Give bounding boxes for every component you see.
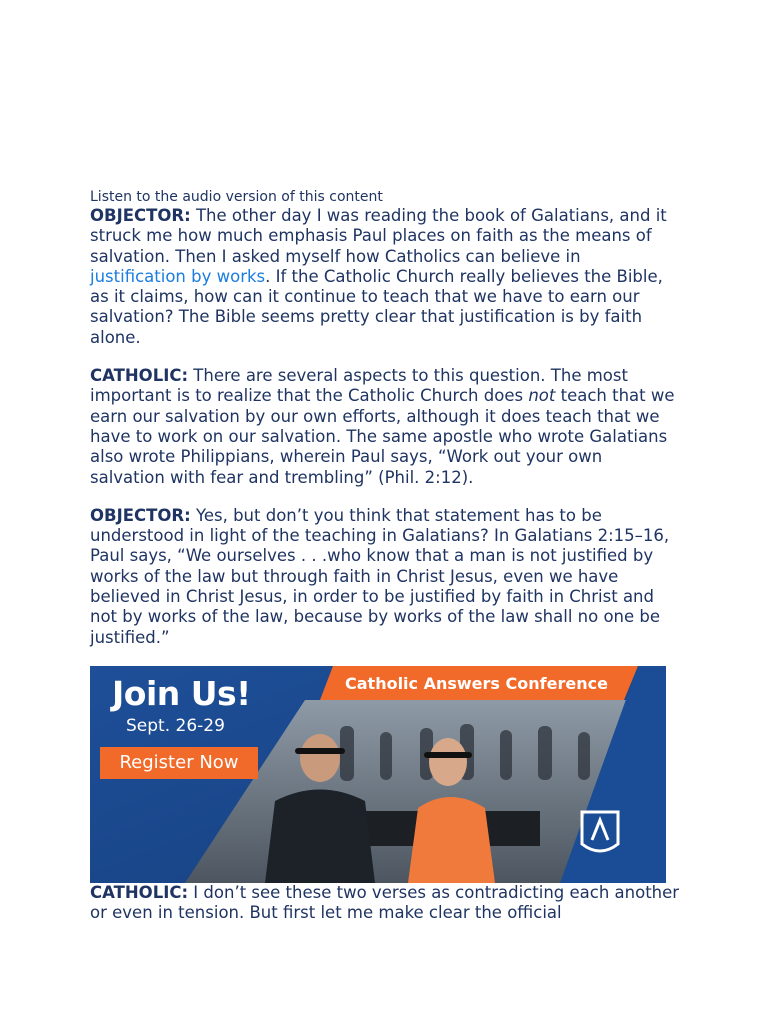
speaker-label: CATHOLIC: xyxy=(90,366,189,386)
dialogue-turn-3 xyxy=(90,506,680,648)
turn-text: Yes, but don’t you think that statement has to be understood in light of the teaching in Galatians? In Galatians 2:15–16, Paul says, “We ourselves . . .who know that a man is not justified by works of the law but through faith in Christ Jesus, even we have believed in Christ Jesus, in order to be justified by faith in Christ and not by works of the law, because by works of the law shall no one be justified.” xyxy=(90,505,670,647)
dialogue-turn-1 xyxy=(90,206,680,348)
emphasis-text: not xyxy=(528,386,556,406)
register-now-button[interactable]: Register Now xyxy=(100,747,258,779)
conference-title: Catholic Answers Conference xyxy=(345,673,608,693)
turn-text: The other day I was reading the book of Galatians, and it struck me how much emphasis Paul places on faith as the means of salvation. Then I asked myself how Catholics can believe in xyxy=(90,206,667,266)
audio-version-link[interactable]: Listen to the audio version of this content xyxy=(90,189,383,205)
article-column xyxy=(90,188,680,942)
justification-by-works-link[interactable]: justification by works xyxy=(90,266,266,286)
banner-dates: Sept. 26-29 xyxy=(126,715,225,736)
turn-text: I don’t see these two verses as contradicting each another or even in tension. But first let me make clear the official xyxy=(90,882,680,923)
banner-headline: Join Us! xyxy=(112,673,251,713)
turn-text: teach that we earn our salvation by our own efforts, although it does teach that we have to work on our salvation. The same apostle who wrote Galatians also wrote Philippians, wherein Paul says, “Work out your own salvation with fear and trembling” (Phil. 2:12). xyxy=(90,386,675,487)
speaker-label: OBJECTOR: xyxy=(90,505,191,525)
speaker-label: CATHOLIC: xyxy=(90,882,189,902)
conference-ad-banner[interactable] xyxy=(90,666,666,883)
turn-text: There are several aspects to this question. The most important is to realize that the Catholic Church does xyxy=(90,366,628,406)
speaker-label: OBJECTOR: xyxy=(90,206,191,225)
turn-text: . If the Catholic Church really believes the Bible, as it claims, how can it continue to teach that we have to earn our salvation? The Bible seems pretty clear that justification is by faith alone. xyxy=(90,266,663,347)
dialogue-turn-2 xyxy=(90,366,680,488)
dialogue-turn-4 xyxy=(90,883,680,924)
banner-copy xyxy=(90,666,666,883)
